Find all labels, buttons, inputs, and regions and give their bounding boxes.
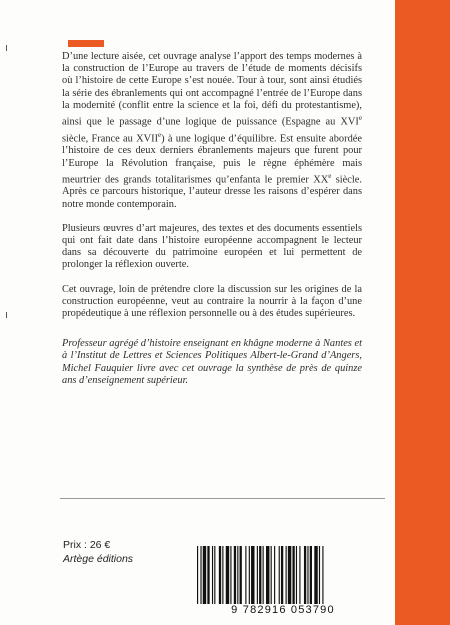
- blurb-paragraph-1: D’une lecture aisée, cet ouvrage analyse l’apport des temps modernes à la construction de l’Europe au travers de l’étude de moments décisifs où l’histoire de cette Europe s’est nouée. Tour à tour, sont ainsi étudiés la série des ébranlements qui ont accompagné l’entrée de l’Europe dans la modernité (conflit entre la science et la foi, défi du protestantisme), ainsi que le passage d’une logique de puissance (Espagne au XVIe siècle, France au XVIIe) à une logique d’équilibre. Est ensuite abordée l’histoire de ces deux derniers ébranlements majeurs que furent pour l’Europe la Révolution française, puis le règne éphémère mais meurtrier des grands totalitarismes qu’enfanta le premier XXe siècle. Après ce parcours historique, l’auteur dresse les raisons d’espérer dans notre monde contemporain.: [62, 51, 362, 210]
- barcode-bar: [214, 546, 215, 604]
- barcode-bar: [222, 546, 223, 604]
- barcode-bar: [203, 546, 206, 604]
- barcode-bar: [249, 546, 250, 604]
- barcode-bar: [288, 546, 291, 604]
- blurb-paragraph-3: Cet ouvrage, loin de prétendre clore la discussion sur les origines de la construction européenne, veut au contraire la nourrir à la façon d’une propédeutique à une réflexion personnelle ou à des études supérieures.: [62, 283, 362, 320]
- blurb-text: [62, 51, 362, 399]
- barcode-bar: [314, 546, 317, 604]
- orange-accent-mark: [68, 40, 104, 47]
- barcode-bar: [279, 546, 280, 604]
- barcode-bar: [286, 546, 287, 604]
- barcode-bar: [257, 546, 258, 604]
- barcode-bar: [212, 546, 213, 604]
- isbn-number: 9 782916 053790: [231, 604, 335, 616]
- publisher-name: Artège éditions: [63, 553, 134, 565]
- barcode-bar: [281, 546, 283, 604]
- barcode-bar: [266, 546, 269, 604]
- barcode-bar: [310, 546, 312, 604]
- barcode-bar: [197, 546, 198, 604]
- blurb-paragraph-2: Plusieurs œuvres d’art majeures, des textes et des documents essentiels qui ont fait date dans l’histoire européenne accompagnent le lecteur dans sa découverte du patrimoine européen et lui permettent de prolonger la réflexion ouverte.: [62, 222, 362, 271]
- barcode-bar: [322, 546, 323, 604]
- crop-mark: [6, 312, 7, 318]
- barcode-bar: [263, 546, 264, 604]
- orange-spine-bar: [395, 0, 450, 625]
- barcode-bar: [304, 546, 306, 604]
- author-bio: Professeur agrégé d’histoire enseignant en khâgne moderne à Nantes et à l’Institut de Lettres et Sciences Politiques Albert-le-Grand d’Angers, Michel Fauquier livre avec cet ouvrage la synthèse de près de quinze ans d’enseignement supérieur.: [62, 338, 362, 386]
- barcode-bar: [251, 546, 254, 604]
- barcode-bar: [230, 546, 231, 604]
- barcode-bar: [274, 546, 275, 604]
- barcode-bar: [200, 546, 201, 604]
- barcode-bar: [319, 546, 320, 604]
- barcode: [193, 546, 373, 604]
- barcode-bar: [299, 546, 300, 604]
- barcode-bar: [271, 546, 272, 604]
- barcode-bar: [240, 546, 242, 604]
- barcode-bar: [226, 546, 229, 604]
- barcode-bar: [234, 546, 236, 604]
- barcode-bar: [207, 546, 209, 604]
- crop-mark: [6, 45, 7, 51]
- barcode-bar: [245, 546, 246, 604]
- barcode-bar: [219, 546, 221, 604]
- barcode-bar: [296, 546, 297, 604]
- barcode-bar: [307, 546, 308, 604]
- price-label: Prix : 26 €: [63, 539, 111, 551]
- barcode-bar: [292, 546, 294, 604]
- barcode-bar: [259, 546, 261, 604]
- divider-rule: [60, 498, 385, 499]
- barcode-bar: [237, 546, 238, 604]
